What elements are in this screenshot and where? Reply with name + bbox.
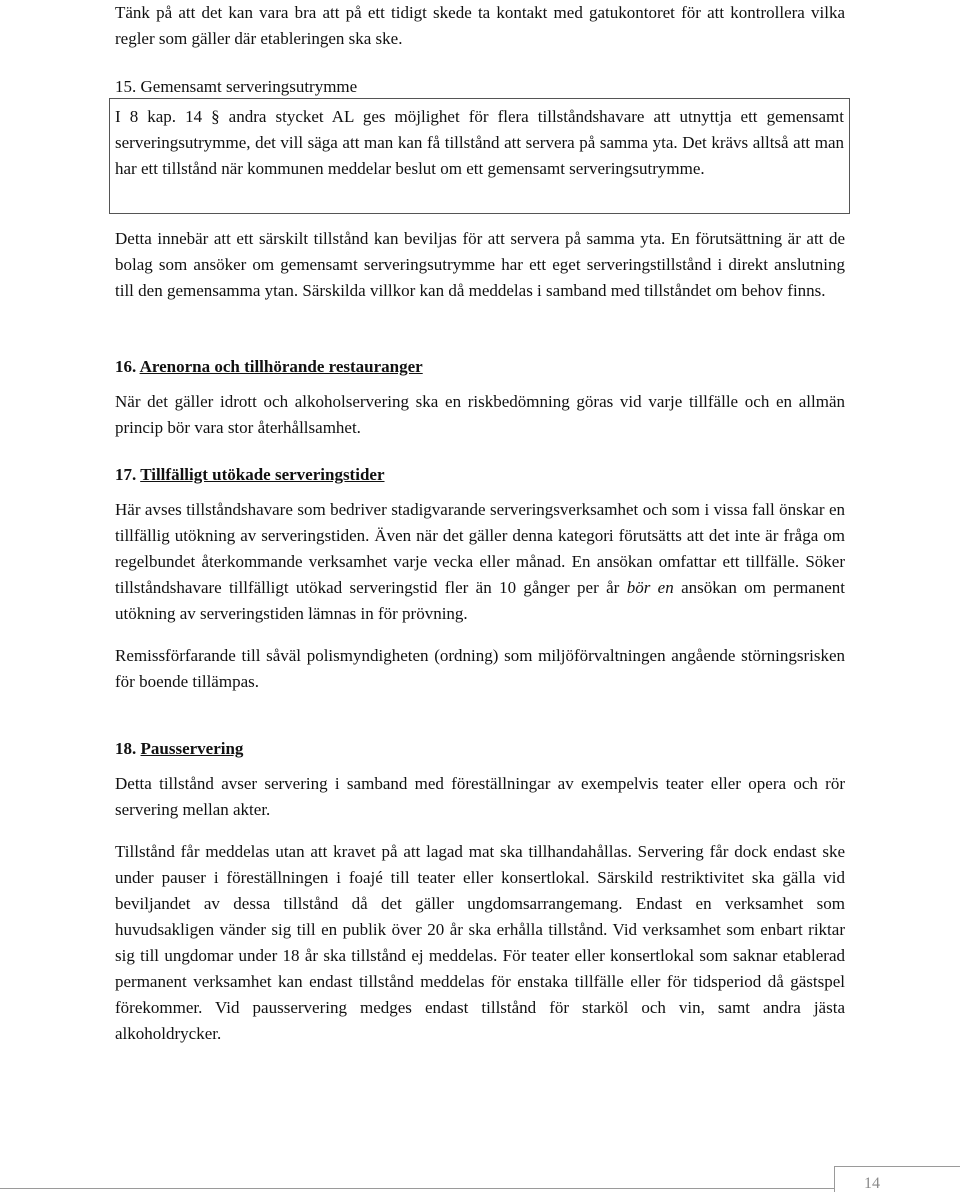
section-16-heading bbox=[115, 354, 845, 380]
section-17-paragraph-1-emphasis: bör en bbox=[626, 578, 674, 597]
section-18-paragraph-2: Tillstånd får meddelas utan att kravet på att lagad mat ska tillhandahållas. Servering får dock endast ske under pauser i föreställningen i foajé till teater eller konsertlokal. Särskild restriktivitet ska gälla vid beviljandet av dessa tillstånd då det gäller ungdomsarrangemang. Endast en verksamhet som huvudsakligen vänder sig till en publik över 20 år ska erhålla tillstånd. Vid verksamhet som enbart riktar sig till ungdomar under 18 år ska tillstånd ej meddelas. För teater eller konsertlokal som saknar etablerad permanent verksamhet kan endast tillstånd meddelas för enstaka tillfälle eller för tidsperiod då gästspel förekommer. Vid pausservering medges endast tillstånd för starköl och vin, samt andra jästa alkoholdrycker. bbox=[115, 842, 845, 1043]
section-15-boxed-text bbox=[109, 98, 850, 214]
section-18-heading bbox=[115, 736, 845, 762]
page-footer bbox=[0, 1166, 960, 1192]
section-17 bbox=[115, 462, 845, 695]
section-18-title: Pausservering bbox=[140, 739, 244, 758]
section-17-paragraph-1-part-a: Här avses tillståndshavare som bedriver stadigvarande serveringsverksamhet och som i vissa fall önskar en tillfällig utökning av serveringstiden. Även när det gäller denna kategori förutsätts att det inte är fråga om regelbundet återkommande verksamhet varje vecka eller månad. En ansökan omfattar ett tillfälle. Söker tillståndshavare tillfälligt utökad serveringstid fler än 10 gånger per år bbox=[115, 500, 845, 597]
footer-rule bbox=[0, 1188, 834, 1189]
section-15-body bbox=[115, 226, 845, 304]
section-15-paragraph: Detta innebär att ett särskilt tillstånd kan beviljas för att servera på samma yta. En förutsättning är att de bolag som ansöker om gemensamt serveringsutrymme har ett eget serveringstillstånd i direkt anslutning till den gemensamma ytan. Särskilda villkor kan då meddelas i samband med tillståndet om behov finns. bbox=[115, 229, 845, 300]
page-number-box bbox=[834, 1166, 960, 1192]
section-15-heading: 15. Gemensamt serveringsutrymme bbox=[115, 77, 358, 96]
section-16-number: 16. bbox=[115, 357, 137, 376]
section-16 bbox=[115, 354, 845, 441]
section-17-paragraph-1-part-b: ansökan om permanent utökning av serveringstiden lämnas in för prövning. bbox=[115, 578, 846, 623]
section-18 bbox=[115, 736, 845, 1047]
section-17-paragraph-2: Remissförfarande till såväl polismyndigheten (ordning) som miljöförvaltningen angående störningsrisken för boende tillämpas. bbox=[115, 646, 845, 691]
section-16-paragraph: När det gäller idrott och alkoholservering ska en riskbedömning göras vid varje tillfälle och en allmän princip bör vara stor återhållsamhet. bbox=[115, 392, 845, 437]
section-18-paragraph-1: Detta tillstånd avser servering i samband med föreställningar av exempelvis teater eller opera och rör servering mellan akter. bbox=[115, 774, 845, 819]
section-17-title: Tillfälligt utökade serveringstider bbox=[140, 465, 385, 484]
section-17-number: 17. bbox=[115, 465, 137, 484]
section-17-paragraph-1 bbox=[115, 497, 845, 627]
section-17-heading bbox=[115, 462, 845, 488]
page-number: 14 bbox=[864, 1175, 880, 1192]
section-16-title: Arenorna och tillhörande restauranger bbox=[139, 357, 423, 376]
section-18-number: 18. bbox=[115, 739, 137, 758]
section-15-box-paragraph: I 8 kap. 14 § andra stycket AL ges möjlighet för flera tillståndshavare att utnyttja ett gemensamt serveringsutrymme, det vill säga att man kan få tillstånd att servera på samma yta. Det krävs alltså att man har ett tillstånd när kommunen meddelar beslut om ett gemensamt serveringsutrymme. bbox=[115, 107, 844, 178]
intro-paragraph: Tänk på att det kan vara bra att på ett tidigt skede ta kontakt med gatukontoret för att kontrollera vilka regler som gäller där etableringen ska ske. bbox=[115, 3, 845, 48]
